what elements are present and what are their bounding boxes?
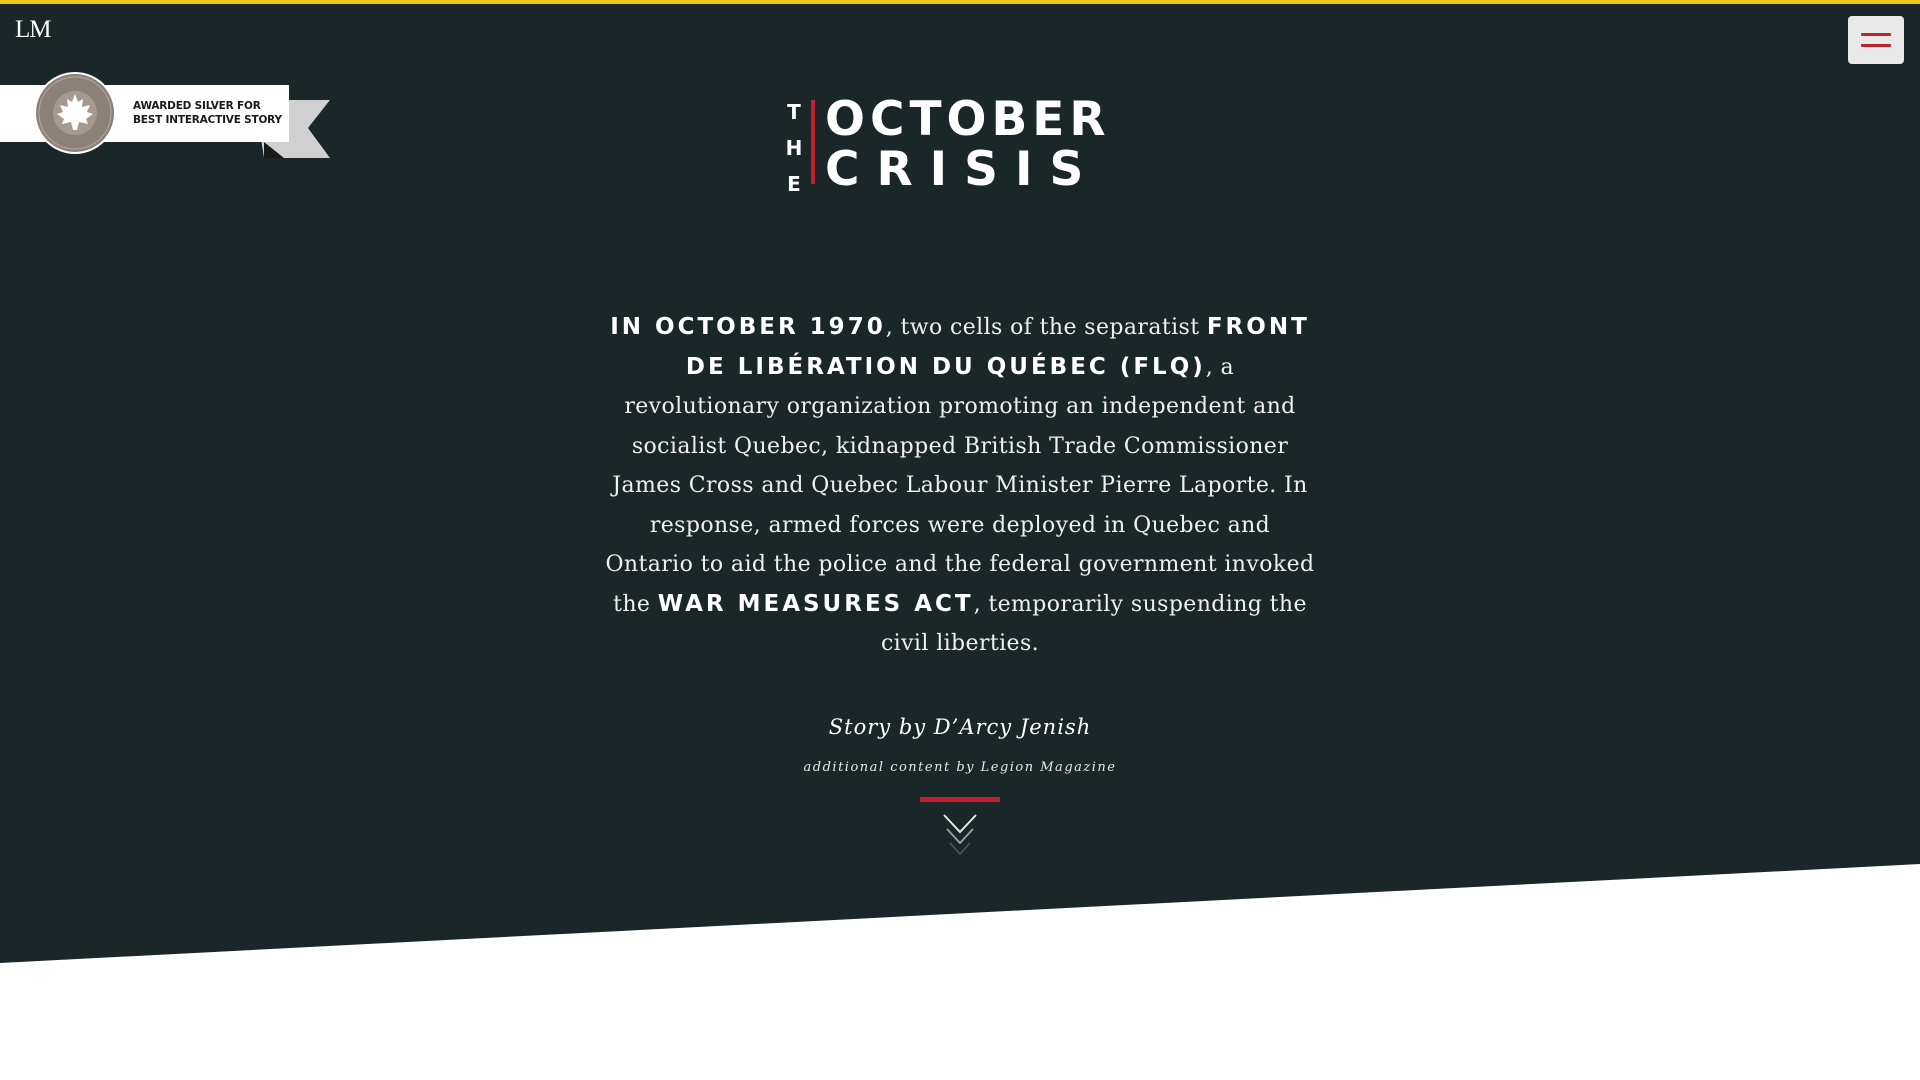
intro-emphasis-flq: FRONT DE LIBÉRATION DU QUÉBEC (FLQ) — [685, 314, 1310, 380]
page-title — [785, 92, 1115, 197]
award-seal — [34, 72, 116, 154]
chevron-down-icon[interactable] — [942, 812, 978, 862]
title-divider — [811, 100, 815, 184]
additional-content-credit: additional content by Legion Magazine — [803, 760, 1117, 775]
award-line-1: AWARDED SILVER FOR — [133, 100, 261, 112]
intro-emphasis-war-measures-act: WAR MEASURES ACT — [657, 590, 974, 617]
title-word-crisis: CRISIS — [825, 142, 1101, 197]
intro-paragraph: IN OCTOBER 1970, two cells of the separatist FRONT DE LIBÉRATION DU QUÉBEC (FLQ), a revolutionary organization promoting an independent and socialist Quebec, kidnapped British Trade Commissioner James Cross and Quebec Labour Minister Pierre Laporte. In response, armed forces were deployed in Quebec and Ontario to aid the police and the federal government invoked the WAR MEASURES ACT, temporarily suspending the civil liberties. — [605, 314, 1315, 656]
scroll-indicator-bar — [920, 797, 1000, 802]
title-the: T H E — [785, 100, 803, 196]
site-logo[interactable]: LM — [15, 16, 51, 43]
award-text — [133, 99, 282, 127]
award-line-2: BEST INTERACTIVE STORY — [133, 114, 282, 126]
title-word-october: OCTOBER — [825, 92, 1111, 147]
top-accent-bar — [0, 0, 1920, 4]
story-byline: Story by D’Arcy Jenish — [828, 715, 1092, 739]
intro-emphasis-date: IN OCTOBER 1970 — [610, 314, 886, 340]
menu-button[interactable] — [1848, 16, 1904, 64]
